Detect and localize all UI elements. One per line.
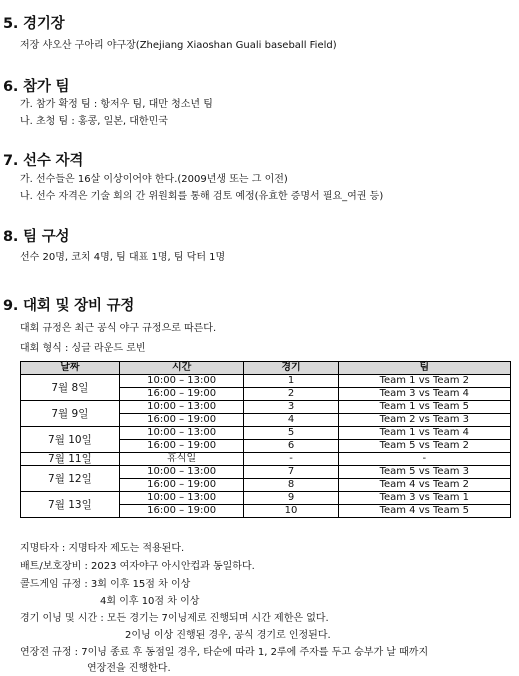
- table-row: [21, 492, 511, 505]
- heading-rules: 9. 대회 및 장비 규정: [3, 298, 135, 314]
- table-row: [21, 375, 511, 388]
- date-cell: 7월 9일: [21, 401, 120, 427]
- team-cell: Team 5 vs Team 2: [338, 440, 510, 453]
- game-cell: 9: [244, 492, 338, 505]
- time-cell: 16:00 – 19:00: [119, 388, 244, 401]
- header-game: 경기: [244, 362, 338, 375]
- team-cell: Team 4 vs Team 2: [338, 479, 510, 492]
- time-cell: 10:00 – 13:00: [119, 492, 244, 505]
- time-cell: 10:00 – 13:00: [119, 375, 244, 388]
- game-cell: -: [244, 453, 338, 466]
- game-cell: 4: [244, 414, 338, 427]
- note-designated-hitter: 지명타자 : 지명타자 제도는 적용된다.: [20, 543, 185, 554]
- game-cell: 7: [244, 466, 338, 479]
- game-cell: 6: [244, 440, 338, 453]
- time-cell: 16:00 – 19:00: [119, 505, 244, 518]
- header-date: 날짜: [21, 362, 120, 375]
- composition-text: 선수 20명, 코치 4명, 팀 대표 1명, 팀 닥터 1명: [20, 252, 226, 263]
- game-cell: 1: [244, 375, 338, 388]
- team-cell: Team 3 vs Team 4: [338, 388, 510, 401]
- time-cell: 16:00 – 19:00: [119, 414, 244, 427]
- time-cell: 10:00 – 13:00: [119, 427, 244, 440]
- note-innings-2: 2이닝 이상 진행된 경우, 공식 경기로 인정된다.: [125, 630, 331, 641]
- time-cell: 10:00 – 13:00: [119, 466, 244, 479]
- note-extra-innings-2: 연장전을 진행한다.: [87, 663, 171, 674]
- note-bat-equipment: 배트/보호장비 : 2023 여자야구 아시안컵과 동일하다.: [20, 561, 255, 572]
- teams-invited: 나. 초청 팀 : 홍콩, 일본, 대한민국: [20, 116, 168, 127]
- game-cell: 3: [244, 401, 338, 414]
- heading-teams: 6. 참가 팀: [3, 79, 70, 95]
- team-cell: Team 3 vs Team 1: [338, 492, 510, 505]
- schedule-table: [20, 361, 511, 518]
- time-cell: 10:00 – 13:00: [119, 401, 244, 414]
- team-cell: Team 1 vs Team 2: [338, 375, 510, 388]
- team-cell: Team 1 vs Team 5: [338, 401, 510, 414]
- team-cell: Team 4 vs Team 5: [338, 505, 510, 518]
- date-cell: 7월 8일: [21, 375, 120, 401]
- header-time: 시간: [119, 362, 244, 375]
- team-cell: Team 2 vs Team 3: [338, 414, 510, 427]
- team-cell: -: [338, 453, 510, 466]
- venue-text: 저장 샤오산 구아리 야구장(Zhejiang Xiaoshan Guali baseball Field): [20, 40, 337, 51]
- eligibility-review: 나. 선수 자격은 기술 회의 간 위원회를 통해 검토 예정(유효한 증명서 필요_여권 등): [20, 191, 384, 202]
- header-team: 팀: [338, 362, 510, 375]
- date-cell: 7월 13일: [21, 492, 120, 518]
- time-cell: 16:00 – 19:00: [119, 440, 244, 453]
- date-cell: 7월 11일: [21, 453, 120, 466]
- time-cell: 16:00 – 19:00: [119, 479, 244, 492]
- team-cell: Team 1 vs Team 4: [338, 427, 510, 440]
- heading-eligibility: 7. 선수 자격: [3, 153, 84, 169]
- heading-venue: 5. 경기장: [3, 16, 65, 32]
- game-cell: 2: [244, 388, 338, 401]
- table-row: [21, 466, 511, 479]
- note-extra-innings-1: 연장전 규정 : 7이닝 종료 후 동점일 경우, 타순에 따라 1, 2루에 주자를 두고 승부가 날 때까지: [20, 647, 429, 658]
- table-row: [21, 401, 511, 414]
- time-cell: 휴식일: [119, 453, 244, 466]
- date-cell: 7월 10일: [21, 427, 120, 453]
- table-row-rest-day: [21, 453, 511, 466]
- teams-confirmed: 가. 참가 확정 팀 : 항저우 팀, 대만 청소년 팀: [20, 99, 213, 110]
- table-row: [21, 427, 511, 440]
- note-called-game-1: 콜드게임 규정 : 3회 이후 15점 차 이상: [20, 579, 191, 590]
- game-cell: 8: [244, 479, 338, 492]
- note-innings-1: 경기 이닝 및 시간 : 모든 경기는 7이닝제로 진행되며 시간 제한은 없다.: [20, 613, 329, 624]
- table-header-row: [21, 362, 511, 375]
- eligibility-age: 가. 선수들은 16살 이상이어야 한다.(2009년생 또는 그 이전): [20, 174, 288, 185]
- date-cell: 7월 12일: [21, 466, 120, 492]
- note-called-game-2: 4회 이후 10점 차 이상: [100, 596, 200, 607]
- rules-intro: 대회 규정은 최근 공식 야구 규정으로 따른다.: [20, 323, 217, 334]
- team-cell: Team 5 vs Team 3: [338, 466, 510, 479]
- heading-composition: 8. 팀 구성: [3, 229, 70, 245]
- game-cell: 10: [244, 505, 338, 518]
- tournament-format: 대회 형식 : 싱글 라운드 로빈: [20, 343, 146, 354]
- game-cell: 5: [244, 427, 338, 440]
